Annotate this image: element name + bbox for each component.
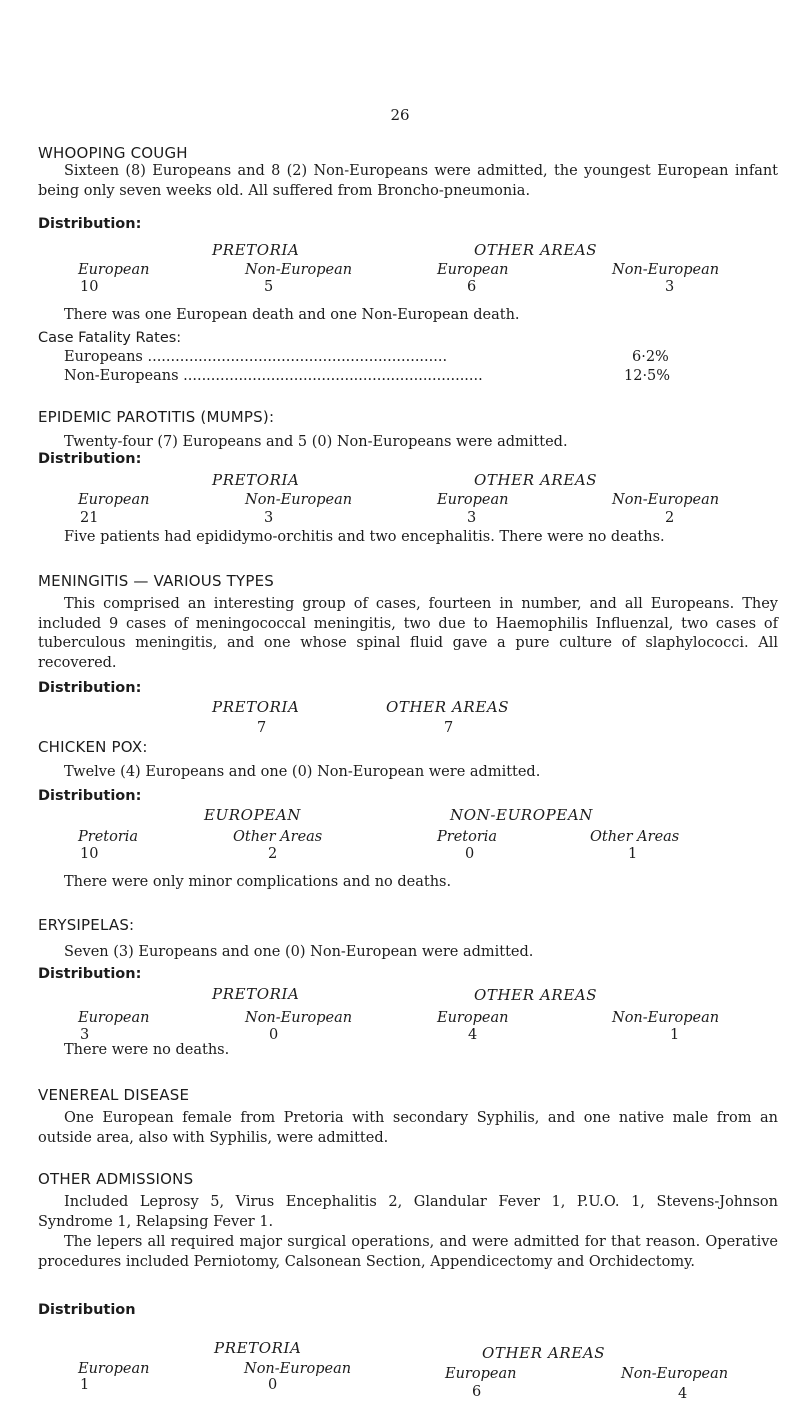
- dot-leader: .................................................................: [147, 349, 448, 365]
- section-heading-meningitis: MENINGITIS — VARIOUS TYPES: [38, 572, 275, 590]
- subheader-other-areas: Other Areas: [590, 829, 680, 845]
- mumps-paragraph: Twenty-four (7) Europeans and 5 (0) Non-Europeans were admitted.: [64, 434, 568, 450]
- section-heading-venereal-disease: VENEREAL DISEASE: [38, 1086, 190, 1104]
- distribution-label: Distribution:: [38, 680, 142, 696]
- rate-value: 12·5%: [624, 368, 671, 384]
- value-cell: 2: [665, 510, 675, 526]
- deaths-note: There was one European death and one Non-European death.: [64, 307, 520, 323]
- subheader-european: European: [437, 1010, 509, 1026]
- other-admissions-paragraph: Included Leprosy 5, Virus Encephalitis 2, Glandular Fever 1, P.U.O. 1, Stevens-Johnson Syndrome 1, Relapsing Fever 1.: [38, 1194, 778, 1230]
- value-cell: 4: [468, 1027, 478, 1043]
- value-cell: 3: [80, 1027, 90, 1043]
- erysipelas-paragraph: Seven (3) Europeans and one (0) Non-European were admitted.: [64, 944, 534, 960]
- value-cell: 0: [269, 1027, 279, 1043]
- distribution-label: Distribution:: [38, 451, 142, 467]
- column-header-pretoria: PRETORIA: [212, 471, 300, 489]
- value-cell: 3: [467, 510, 477, 526]
- page-number: 26: [390, 106, 410, 124]
- subheader-european: European: [437, 492, 509, 508]
- subheader-pretoria: Pretoria: [78, 829, 139, 845]
- value-cell: 7: [257, 720, 267, 736]
- value-cell: 5: [264, 279, 274, 295]
- value-cell: 1: [80, 1377, 90, 1393]
- whooping-paragraph: Sixteen (8) Europeans and 8 (2) Non-Europeans were admitted, the youngest European infant being only seven weeks old. All suffered from Broncho-pneumonia.: [38, 163, 778, 199]
- rate-label: Non-Europeans: [64, 368, 179, 384]
- column-header-non-european: NON-EUROPEAN: [450, 806, 593, 824]
- subheader-other-areas: Other Areas: [233, 829, 323, 845]
- distribution-label: Distribution:: [38, 788, 142, 804]
- value-cell: 0: [465, 846, 475, 862]
- section-heading-chicken-pox: CHICKEN POX:: [38, 738, 148, 756]
- mumps-note: Five patients had epididymo-orchitis and two encephalitis. There were no deaths.: [64, 529, 665, 545]
- value-cell: 4: [678, 1386, 688, 1402]
- value-cell: 10: [80, 279, 99, 295]
- value-cell: 6: [472, 1384, 482, 1400]
- value-cell: 3: [264, 510, 274, 526]
- column-header-other-areas: OTHER AREAS: [474, 986, 598, 1004]
- subheader-european: European: [437, 262, 509, 278]
- subheader-non-european: Non-European: [612, 1010, 720, 1026]
- other-admissions-paragraph-2: The lepers all required major surgical operations, and were admitted for that reason. Operative procedures included Perniotomy, Calsonean Section, Appendicectomy and Orchidectomy.: [38, 1234, 778, 1270]
- subheader-non-european: Non-European: [244, 1361, 352, 1377]
- case-fatality-label: Case Fatality Rates:: [38, 330, 182, 346]
- value-cell: 1: [670, 1027, 680, 1043]
- rate-value: 6·2%: [632, 349, 669, 365]
- column-header-pretoria: PRETORIA: [212, 241, 300, 259]
- distribution-label: Distribution:: [38, 216, 142, 232]
- subheader-european: European: [445, 1366, 517, 1382]
- column-header-pretoria: PRETORIA: [212, 698, 300, 716]
- chicken-pox-note: There were only minor complications and no deaths.: [64, 874, 452, 890]
- subheader-non-european: Non-European: [621, 1366, 729, 1382]
- column-header-other-areas: OTHER AREAS: [482, 1344, 606, 1362]
- section-heading-erysipelas: ERYSIPELAS:: [38, 916, 135, 934]
- section-heading-other-admissions: OTHER ADMISSIONS: [38, 1170, 194, 1188]
- column-header-european: EUROPEAN: [204, 806, 301, 824]
- rate-row-europeans: [64, 349, 622, 365]
- subheader-european: European: [78, 492, 150, 508]
- subheader-european: European: [78, 1010, 150, 1026]
- value-cell: 21: [80, 510, 99, 526]
- section-heading-whooping-cough: WHOOPING COUGH: [38, 144, 188, 162]
- distribution-label: Distribution:: [38, 966, 142, 982]
- erysipelas-note: There were no deaths.: [64, 1042, 230, 1058]
- column-header-other-areas: OTHER AREAS: [474, 241, 598, 259]
- column-header-other-areas: OTHER AREAS: [386, 698, 510, 716]
- meningitis-paragraph: This comprised an interesting group of cases, fourteen in number, and all Europeans. They included 9 cases of meningococcal meningitis, two due to Haemophilis Influenzal, two cases of tuberculous meningitis, and one whose spinal fluid gave a pure culture of slaphylococci. All recovered.: [38, 596, 778, 671]
- column-header-pretoria: PRETORIA: [212, 985, 300, 1003]
- subheader-pretoria: Pretoria: [437, 829, 498, 845]
- venereal-paragraph: One European female from Pretoria with secondary Syphilis, and one native male from an outside area, also with Syphilis, were admitted.: [38, 1110, 778, 1146]
- subheader-non-european: Non-European: [612, 262, 720, 278]
- value-cell: 0: [268, 1377, 278, 1393]
- column-header-other-areas: OTHER AREAS: [474, 471, 598, 489]
- subheader-non-european: Non-European: [245, 262, 353, 278]
- dot-leader: .................................................................: [183, 368, 483, 384]
- subheader-non-european: Non-European: [245, 1010, 353, 1026]
- rate-label: Europeans: [64, 349, 143, 365]
- rate-row-non-europeans: [64, 368, 622, 384]
- subheader-european: European: [78, 1361, 150, 1377]
- value-cell: 7: [444, 720, 454, 736]
- subheader-non-european: Non-European: [245, 492, 353, 508]
- distribution-label: Distribution: [38, 1302, 136, 1318]
- value-cell: 6: [467, 279, 477, 295]
- column-header-pretoria: PRETORIA: [214, 1339, 302, 1357]
- subheader-european: European: [78, 262, 150, 278]
- value-cell: 1: [628, 846, 638, 862]
- value-cell: 10: [80, 846, 99, 862]
- chicken-pox-paragraph: Twelve (4) Europeans and one (0) Non-European were admitted.: [64, 764, 541, 780]
- subheader-non-european: Non-European: [612, 492, 720, 508]
- value-cell: 2: [268, 846, 278, 862]
- section-heading-mumps: EPIDEMIC PAROTITIS (MUMPS):: [38, 408, 275, 426]
- value-cell: 3: [665, 279, 675, 295]
